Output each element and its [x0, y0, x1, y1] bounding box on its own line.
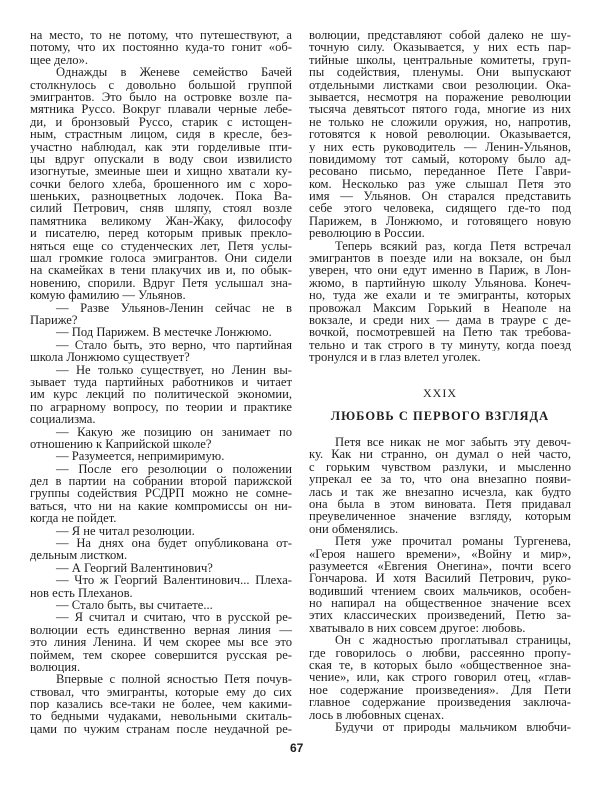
text-line: — Я не читал резолюции. — [56, 524, 195, 538]
text-line: — После его резолюции о положении — [56, 462, 292, 476]
paragraph — [30, 673, 292, 735]
text-line: тийные школы, центральные комитеты, груп- — [309, 53, 571, 67]
text-line: новению, спорили. Вдруг Петя услышал зна- — [30, 276, 292, 290]
text-line: точную силу. Оказывается, у них есть пар- — [309, 41, 571, 54]
text-line: ком. Несколько раз уже слышал Петя это — [309, 177, 571, 191]
text-line: Впервые с полной ясностью Петя почув- — [56, 673, 292, 686]
text-line: дел в партии на собрании второй парижской — [30, 475, 292, 488]
paragraph — [30, 364, 292, 426]
paragraph — [309, 721, 571, 733]
paragraph — [309, 436, 571, 535]
text-line: школа Лонжюмо существует? — [30, 351, 190, 364]
text-line: лось в любовных сценах. — [309, 708, 445, 721]
text-line: ди, и бронзовый Руссо, старик с истощен- — [30, 115, 292, 129]
text-line: дельным листком. — [30, 549, 128, 562]
text-line: хватывало в них совсем другое: любовь. — [309, 621, 526, 635]
text-line: отношению к Каприйской школе? — [30, 437, 212, 451]
text-line: ресовано письмо, переданное Пете Гаври- — [309, 165, 571, 178]
text-line: на скамейках в тени плакучих ив и, по обык- — [30, 264, 292, 277]
text-line: волюция. — [30, 660, 81, 674]
text-line: ская те, в которых было «общественное зна- — [309, 659, 571, 672]
text-line: — Я считал и считаю, что в русской ре- — [56, 611, 292, 624]
text-line: Петя уже прочитал романы Тургенева, — [335, 535, 571, 548]
text-line: но, туда же ехали и те эмигранты, которых — [309, 289, 571, 302]
text-line: Он с жадностью проглатывал страницы, — [335, 634, 571, 647]
paragraph — [30, 339, 292, 364]
text-line: шеньких, разноцветных лодочек. Пока Ва- — [30, 190, 292, 203]
text-line: вокзале, и среди них — дама в трауре с де- — [309, 313, 571, 327]
text-line: уверен, что они едут именно в Париж, в Лон- — [309, 264, 571, 277]
paragraph — [30, 326, 292, 338]
text-line: волюции есть единственно верная линия — — [30, 623, 292, 637]
text-line: имя — Ульянов. Он старался представить — [309, 190, 571, 203]
text-line: провожал Максим Горький в Неаполе на — [309, 301, 571, 314]
text-line: — Не только существует, но Ленин вы- — [56, 363, 292, 376]
text-line: щее дело». — [30, 53, 89, 67]
left-column — [30, 29, 292, 735]
text-line: Однажды в Женеве семейство Бачей — [56, 66, 292, 79]
paragraph — [309, 535, 571, 634]
paragraph — [30, 302, 292, 327]
text-line: они обменялись. — [309, 522, 399, 536]
text-line: революцию в России. — [309, 227, 425, 240]
paragraph — [30, 450, 292, 462]
text-line: тысяча девятьсот пятого года, многие из них — [309, 103, 571, 116]
paragraph — [30, 463, 292, 525]
text-line: — Стало быть, это верно, что партийная — [56, 338, 292, 352]
text-line: Парижем, в Лонжюмо, и готовящего новую — [309, 214, 571, 228]
text-line: — Стало быть, вы считаете... — [56, 598, 213, 612]
paragraph — [309, 240, 571, 364]
text-line: она была в этом виновата. Петя придавал — [309, 497, 571, 511]
text-line: на место, то не потому, что путешествуют, а — [30, 29, 292, 42]
text-line: мятника Руссо. Вокруг плавали черные лебе- — [30, 103, 292, 116]
text-line: социализма. — [30, 413, 96, 426]
text-line: не только не сложили оружия, но, напротив, — [309, 115, 571, 129]
chapter-text — [309, 436, 571, 733]
text-line: Петя все никак не мог забыть эту девоч- — [335, 436, 571, 449]
text-line: Теперь всякий раз, когда Петя встречал — [335, 239, 571, 253]
text-line: ваться, что ни на какие компромиссы он ни- — [30, 499, 292, 513]
text-line: по аграрному вопросу, по теории и практике — [30, 400, 292, 414]
page-number: 67 — [290, 741, 304, 755]
text-line: пор казались все-таки не более, чем какими- — [30, 698, 292, 711]
text-line: — А Георгий Валентинович? — [56, 561, 213, 575]
text-line: — Что ж Георгий Валентинович... Плеха- — [56, 574, 292, 587]
text-line: волюции, представляют собой далеко не шу- — [309, 29, 571, 42]
text-line: тельно и так строго в ту минуту, когда поезд — [309, 338, 571, 352]
text-line: изогнутые, змеиные шеи и хищно хватали ку- — [30, 165, 292, 178]
text-line: няться еще со студенческих лет, Петя услы- — [30, 239, 292, 253]
text-line: эмигрантов в поезде или на вокзале, он был — [309, 252, 571, 265]
paragraph — [30, 525, 292, 537]
text-line: комую фамилию — Ульянов. — [30, 289, 186, 302]
text-line: сочки белого хлеба, брошенного им с хоро- — [30, 177, 292, 191]
text-line: это линия Ленина. И чем скорее мы все это — [30, 636, 292, 649]
text-line: — Разумеется, непримиримую. — [56, 450, 225, 463]
text-line: ным, страстным лицом, сидя в кресле, без- — [30, 128, 292, 141]
paragraph — [30, 66, 292, 301]
text-line: жюмо, в партийную школу Ульянова. Конеч- — [309, 276, 571, 290]
text-line: ку. Как ни странно, он думал о ней часто, — [309, 448, 571, 461]
text-line: где говорилось о любви, рассеянно пропу- — [309, 646, 571, 660]
text-line: то бедными чудаками, невольными скиталь- — [30, 710, 292, 723]
text-line: пы содействия, пленумы. Они выпускают — [309, 66, 571, 79]
text-line: этих классических произведений, Петю за- — [309, 609, 571, 622]
text-line: лась и так же внезапно исчезла, как будто — [309, 485, 571, 498]
paragraph — [30, 562, 292, 574]
text-line: поймем, тем скорее совершится русская ре- — [30, 648, 292, 661]
text-line: участно наблюдал, как эти горделивые пти- — [30, 140, 292, 153]
paragraph — [30, 611, 292, 673]
text-line: вочкой, посмотревшей на Петю так требова- — [309, 326, 571, 339]
text-line: зывает туда партийных работников и читает — [30, 375, 292, 389]
text-line: с горьким чувством разлуки, и мысленно — [309, 460, 571, 474]
text-line: цы вдруг опускали в воду свои извилисто — [30, 152, 292, 166]
text-line: ное содержание произведения». Для Пети — [309, 683, 571, 697]
text-line: зывается, несмотря на поражение революции — [309, 90, 571, 104]
text-line: потому, что их постоянно куда-то гонит «об- — [30, 41, 292, 54]
text-line: Париже? — [30, 313, 78, 327]
chapter-number: XXIX — [423, 386, 457, 400]
text-line: столкнулось с довольно большой группой — [30, 78, 292, 91]
text-line: главное содержание произведения заключа- — [309, 696, 571, 709]
paragraph — [309, 634, 571, 721]
text-line: готовятся к новой революции. Оказывается, — [309, 128, 571, 141]
text-line: — Какую же позицию он занимает по — [56, 425, 292, 438]
paragraph — [30, 599, 292, 611]
text-line: повидимому тот самый, которому было ад- — [309, 152, 571, 166]
paragraph — [30, 426, 292, 451]
text-line: но напирал на общественное значение всех — [309, 597, 571, 610]
text-line: группы содействия РСДРП можно не сомне- — [30, 487, 292, 500]
text-line: — На днях она будет опубликована от- — [56, 537, 292, 550]
text-line: нов есть Плеханов. — [30, 586, 133, 599]
paragraph — [30, 29, 292, 66]
text-line: Гончарова. И хотя Василий Петрович, руко- — [309, 572, 571, 585]
text-line: когда не пойдет. — [30, 512, 117, 525]
text-line: упрекал ее за то, что она внезапно появи- — [309, 473, 571, 486]
paragraph — [30, 537, 292, 562]
text-line: силий Петрович, сняв шляпу, стоял возле — [30, 202, 292, 215]
text-line: памятника великому Жан-Жаку, философу — [30, 214, 292, 228]
text-line: ствовал, что эмигранты, которые ему до сих — [30, 685, 292, 699]
text-line: шал громкие голоса эмигрантов. Они сидели — [30, 252, 292, 265]
text-line: — Разве Ульянов-Ленин сейчас не в — [56, 301, 292, 314]
text-line: и писателю, перед которым привык прекло- — [30, 227, 292, 240]
right-column — [309, 29, 571, 364]
text-line: себе этого человека, сидящего где-то под — [309, 202, 571, 215]
text-line: эмигрантов. Это было на островке возле па- — [30, 90, 292, 104]
text-line: Будучи от природы мальчиком влюбчи- — [335, 720, 571, 734]
text-line: тронулся и в глаз влетел уголек. — [309, 351, 481, 364]
text-line: водивший чтением своих мальчиков, особен- — [309, 584, 571, 598]
text-line: чение», или, как строго говорил отец, «глав- — [309, 671, 571, 684]
text-line: отдельными листками свои резолюции. Ока- — [309, 78, 571, 91]
text-line: им курс лекций по политической экономии, — [30, 388, 292, 401]
text-line: преувеличенное значение взгляду, которым — [309, 510, 571, 523]
paragraph — [30, 574, 292, 599]
text-line: у них есть руководитель — Ленин-Ульянов, — [309, 140, 571, 153]
paragraph — [309, 29, 571, 240]
text-line: «Героя нашего времени», «Войну и мир», — [309, 547, 571, 560]
text-line: — Под Парижем. В местечке Лонжюмо. — [56, 326, 272, 339]
chapter-title: ЛЮБОВЬ С ПЕРВОГО ВЗГЛЯДА — [330, 409, 550, 423]
text-line: разумеется «Евгения Онегина», почти всего — [309, 559, 571, 573]
text-line: цами по чужим странам после неудачной ре- — [30, 722, 292, 736]
